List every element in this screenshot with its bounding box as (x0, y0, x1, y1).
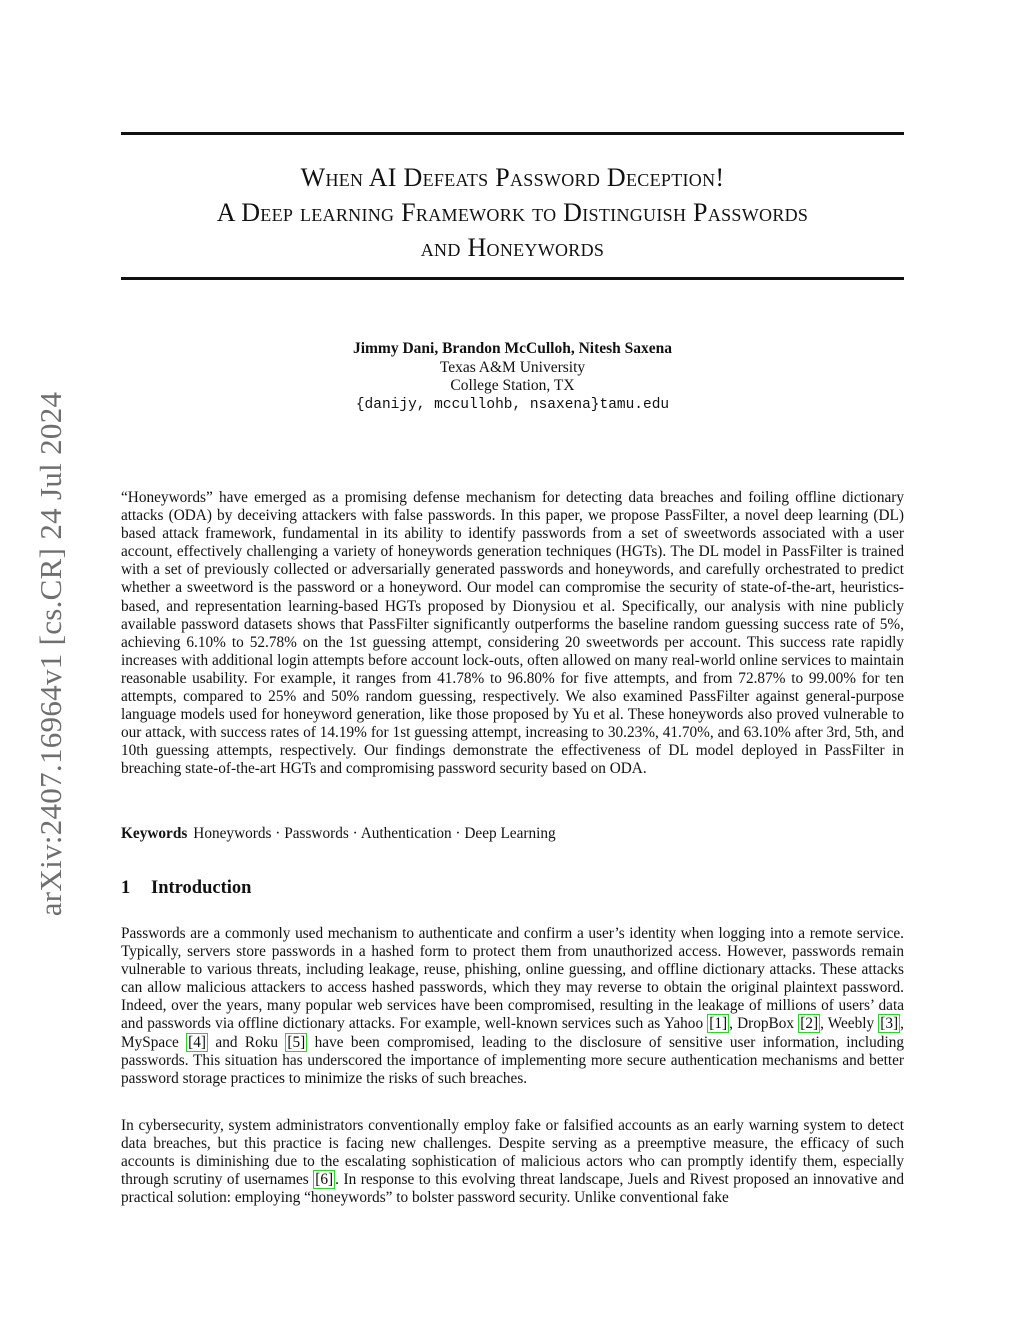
paragraph-text: have been compromised, leading to the disclosure of sensitive user information, including passwords. This situation has underscored the importance of implementing more secure authentication mechanisms and better password storage practices to minimize the risks of such breaches. (121, 1033, 904, 1087)
citation-link-1[interactable]: [1] (709, 1015, 728, 1033)
citation-link-2[interactable]: [2] (800, 1015, 819, 1033)
author-email: {danijy, mccullohb, nsaxena}tamu.edu (355, 396, 670, 413)
keywords-label: Keywords (121, 825, 188, 842)
paper-title (121, 160, 904, 265)
author-location: College Station, TX (450, 377, 575, 394)
title-line-3: and Honeywords (420, 233, 605, 262)
title-top-rule (121, 132, 904, 135)
citation-link-3[interactable]: [3] (880, 1015, 899, 1033)
intro-paragraph-1 (121, 925, 904, 1088)
section-heading-introduction (121, 878, 251, 899)
citation-link-5[interactable]: [5] (287, 1033, 306, 1051)
paragraph-text: , DropBox (729, 1015, 799, 1033)
title-line-2: A Deep learning Framework to Distinguish Passwords (216, 198, 809, 227)
author-block (121, 340, 904, 414)
section-number: 1 (121, 878, 131, 898)
arxiv-sidebar (27, 364, 75, 944)
paragraph-text: , Weebly (820, 1015, 879, 1033)
author-affiliation: Texas A&M University (439, 358, 586, 376)
author-names: Jimmy Dani, Brandon McCulloh, Nitesh Saxena (352, 340, 673, 357)
keywords-list: Honeywords · Passwords · Authentication · Deep Learning (193, 825, 556, 842)
title-line-1: When AI Defeats Password Deception! (300, 163, 725, 192)
paragraph-text: and Roku (208, 1033, 286, 1051)
section-title: Introduction (151, 878, 252, 898)
title-bottom-rule (121, 277, 904, 280)
citation-link-4[interactable]: [4] (188, 1033, 207, 1051)
paragraph-text: Passwords are a commonly used mechanism to authenticate and confirm a user’s identity when logging into a remote service. Typically, servers store passwords in a hashed form to protect them from unauthorized access. However, passwords remain vulnerable to various threats, including leakage, reuse, phishing, online guessing, and offline dictionary attacks. These attacks can allow malicious attackers to access hashed passwords, which they may reverse to obtain the original plaintext password. Indeed, over the years, many popular web services have been compromised, resulting in the leakage of millions of users’ data and passwords via offline dictionary attacks. For example, well-known services such as Yahoo (121, 925, 904, 1033)
paragraph-text: . In response to this evolving threat landscape, Juels and Rivest proposed an innovative and practical solution: employing “honeywords” to bolster password security. Unlike conventional fake (121, 1171, 904, 1207)
arxiv-identifier: arXiv:2407.16964v1 [cs.CR] 24 Jul 2024 (33, 391, 68, 917)
intro-paragraph-2 (121, 1117, 904, 1207)
citation-link-6[interactable]: [6] (315, 1171, 334, 1189)
paragraph-text: In cybersecurity, system administrators conventionally employ fake or falsified accounts as an early warning system to detect data breaches, but this practice is facing new challenges. Despite serving as a preemptive measure, the efficacy of such accounts is diminishing due to the escalating sophistication of malicious actors who can promptly identify them, especially through scrutiny of usernames (121, 1117, 904, 1189)
keywords (121, 825, 904, 843)
paragraph-text: , MySpace (121, 1015, 904, 1051)
abstract: “Honeywords” have emerged as a promising defense mechanism for detecting data breaches and foiling offline dictionary attacks (ODA) by deceiving attackers with false passwords. In this paper, we propose PassFilter, a novel deep learning (DL) based attack framework, fundamental in its ability to identify passwords from a set of sweetwords associated with a user account, effectively challenging a variety of honeywords generation techniques (HGTs). The DL model in PassFilter is trained with a set of previously collected or adversarially generated passwords and honeywords, and carefully orchestrated to predict whether a sweetword is the password or a honeyword. Our model can compromise the security of state-of-the-art, heuristics-based, and representation learning-based HGTs proposed by Dionysiou et al. Specifically, our analysis with nine publicly available password datasets shows that PassFilter significantly outperforms the baseline random guessing success rate of 5%, achieving 6.10% to 52.78% on the 1st guessing attempt, considering 20 sweetwords per account. This success rate rapidly increases with additional login attempts before account lock-outs, often allowed on many real-world online services to maintain reasonable usability. For example, it ranges from 41.78% to 96.80% for five attempts, and from 72.87% to 99.00% for ten attempts, compared to 25% and 50% random guessing, respectively. We also examined PassFilter against general-purpose language models used for honeyword generation, like those proposed by Yu et al. These honeywords also proved vulnerable to our attack, with success rates of 14.19% for 1st guessing attempt, increasing to 30.23%, 41.70%, and 63.10% after 3rd, 5th, and 10th guessing attempts, respectively. Our findings demonstrate the effectiveness of DL model deployed in PassFilter in breaching state-of-the-art HGTs and compromising password security based on ODA. (121, 489, 904, 778)
